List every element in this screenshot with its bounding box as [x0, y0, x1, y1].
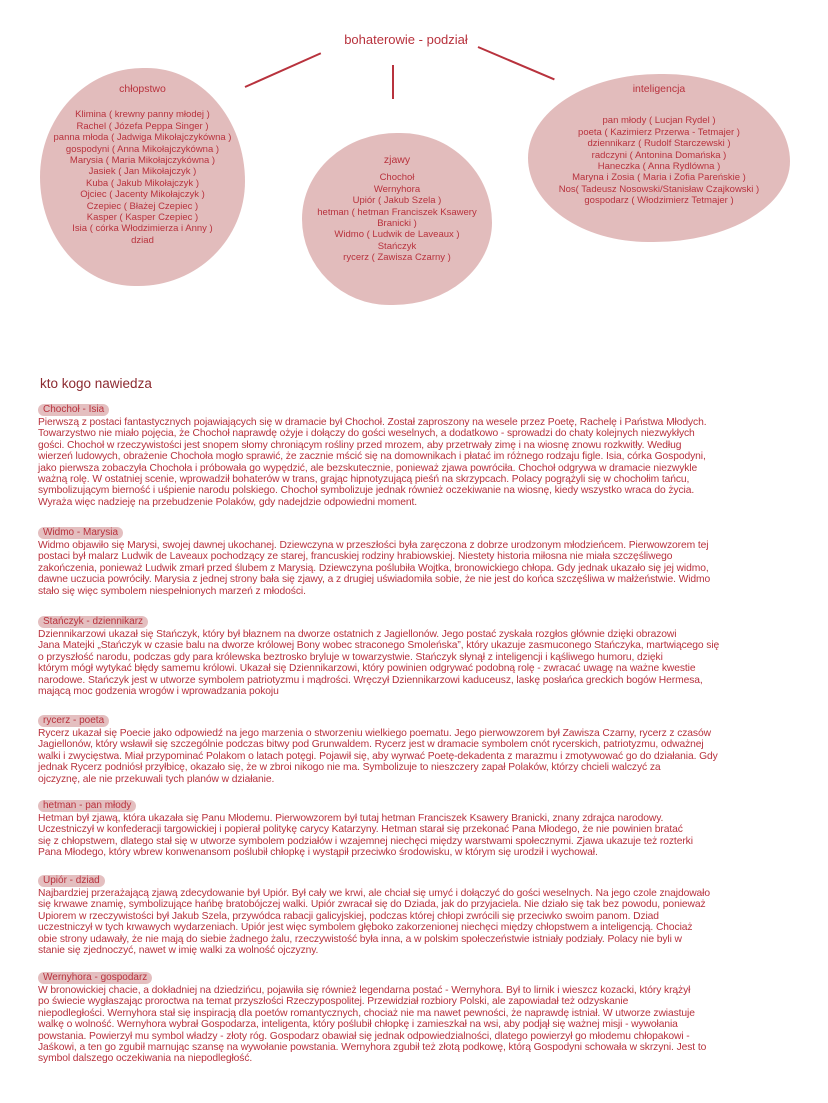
section-tag: Widmo - Marysia — [38, 527, 123, 539]
group-item: Jasiek ( Jan Mikołajczyk ) — [88, 166, 197, 178]
character-section — [38, 967, 813, 1065]
group-item: gospodyni ( Anna Mikołajczykówna ) — [65, 143, 220, 155]
paragraph-line: obie strony udawały, że nie mają do siebie żadnego żalu, rzeczywistość była inna, a w polskim społeczeństwie istniały podziały. Polacy nie byli w — [38, 933, 682, 945]
group-title: inteligencja — [632, 83, 686, 95]
diagram-title: bohaterowie - podział — [344, 32, 468, 47]
group-item: pan młody ( Lucjan Rydel ) — [602, 115, 716, 127]
group-item: hetman ( hetman Franciszek Ksawery — [317, 206, 477, 218]
group-item: Upiór ( Jakub Szela ) — [352, 195, 442, 207]
group-item: Maryna i Zosia ( Maria i Zofia Pareńskie ) — [572, 172, 746, 184]
section-tag: Upiór - dziad — [38, 875, 105, 887]
paragraph-line: się z chłopstwem, dlatego stał się w utworze symbolem podziałów i wzajemnej niechęci między warstwami społecznymi. Zjawa ukazuje też rozterki — [38, 835, 693, 847]
group-item: Ojciec ( Jacenty Mikołajczyk ) — [80, 189, 205, 201]
paragraph-line: walkę o wolność. Wernyhora wybrał Gospodarza, inteligenta, który poślubił chłopkę i zamieszkał na wsi, aby podjął się ważnej misji - wywołania — [38, 1019, 678, 1031]
paragraph-line: Wyraża więc nadzieję na przebudzenie Polaków, gdy nadejdzie odpowiedni moment. — [38, 496, 418, 508]
paragraph-line: wierzeń ludowych, obrażenie Chochoła mogło sprawić, że zacznie mścić się na domownikach i płatać im różnego rodzaju figle. Isia, córka Gospodyni, — [38, 451, 706, 463]
section-tag: rycerz - poeta — [38, 715, 109, 727]
paragraph-line: W bronowickiej chacie, a dokładniej na dziedzińcu, pojawiła się również legendarna postać - Wernyhora. Był to lirnik i wieszcz kozacki, który krążył — [38, 985, 691, 996]
group-item: Kasper ( Kasper Czepiec ) — [86, 212, 199, 224]
paragraph-line: powstania. Powierzył mu symbol władzy - złoty róg. Gospodarz obawiał się jednak odpowiedzialności, dlatego powierzył go młodemu chłopakowi - — [38, 1030, 690, 1042]
group-item: gospodarz ( Włodzimierz Tetmajer ) — [584, 195, 734, 207]
paragraph-line: zakończenia, ponieważ Ludwik zmarł przed ślubem z Marysią. Dziewczyna poślubiła Wojtka, bronowickiego chłopa. Gdy jednak ukazało się jej widmo, — [38, 562, 709, 574]
paragraph-line: jednak Rycerz podniósł przyłbicę, okazało się, że w zbroi nikogo nie ma. Symbolizuje to nieszczery zapał Polaków, którzy chcieli walczyć za — [38, 762, 661, 774]
group-title: chłopstwo — [119, 83, 166, 95]
paragraph-line: się krwawe znamię, symbolizujące hańbę bratobójczej walki. Upiór zwracał się do Dziada, jak do przyjaciela. Nie działo się tak bez powodu, ponieważ — [38, 899, 706, 911]
paragraph-line: Hetman był zjawą, która ukazała się Panu Młodemu. Pierwowzorem był tutaj hetman Franciszek Ksawery Branicki, znany zdrajca narodowy. — [38, 813, 664, 824]
section-tag: Wernyhora - gospodarz — [38, 972, 152, 984]
group-item: Chochoł — [379, 172, 415, 184]
group-zjawy — [302, 133, 492, 305]
paragraph-line: Towarzystwo nie miało pojęcia, że Chochoł naprawdę ożyje i dołączy do gości weselnych, a dodatkowo - sprowadzi do chaty kolejnych niezwykłych — [38, 428, 695, 440]
character-section — [38, 870, 813, 956]
connector-line-center — [392, 65, 394, 99]
connector-line-right — [478, 46, 555, 80]
character-section — [38, 795, 813, 859]
character-section — [38, 399, 813, 508]
group-item: panna młoda ( Jadwiga Mikołajczykówna ) — [53, 132, 232, 144]
section-tag: Stańczyk - dziennikarz — [38, 616, 148, 628]
paragraph-line: Dziennikarzowi ukazał się Stańczyk, który był błaznem na dworze ostatnich z Jagiellonów. Jego postać zyskała rozgłos głównie dzięki obrazowi — [38, 629, 677, 640]
paragraph-line: symbolizującym bierność i uśpienie narodu polskiego. Chochoł symbolizuje jednak również oczekiwanie na wiosnę, kiedy wszystko wraca do życia. — [38, 485, 695, 497]
paragraph-line: Pierwszą z postaci fantastycznych pojawiających się w dramacie był Chochoł. Został zaproszony na wesele przez Poetę, Rachelę i Państwa Młodych. — [38, 417, 707, 428]
paragraph-line: uczestniczył w tych krwawych wydarzeniach. Upiór jest więc symbolem głęboko zakorzenionej niechęci między chłopstwem a inteligencją. Chociaż — [38, 922, 693, 934]
group-item: Czepiec ( Błażej Czepiec ) — [86, 200, 199, 212]
paragraph-line: ważną rolę. W ostatniej scenie, wprowadził bohaterów w trans, grając hipnotyzującą pieśń na skrzypcach. Polacy pogrążyli się w chochołim tańcu, — [38, 474, 690, 486]
group-item: Wernyhora — [373, 183, 421, 195]
section-tag: hetman - pan młody — [38, 800, 136, 812]
group-chlopstwo — [40, 68, 245, 286]
character-section — [38, 611, 813, 697]
paragraph-line: Jana Matejki „Stańczyk w czasie balu na dworze królowej Bony wobec straconego Smoleńska”, który ukazuje zasmuconego Stańczyka, martwiącego się — [38, 640, 720, 652]
group-item: rycerz ( Zawisza Czarny ) — [343, 252, 451, 264]
group-title: zjawy — [383, 154, 411, 166]
paragraph-line: niepodległości. Wernyhora stał się inspiracją dla poetów romantycznych, chociaż nie ma nawet pewności, że naprawdę istniał. W utworze zwiastuje — [38, 1007, 695, 1019]
group-item: Widmo ( Ludwik de Laveaux ) — [334, 229, 460, 241]
paragraph-line: Jagiellonów, który wsławił się szczególnie podczas bitwy pod Grunwaldem. Rycerz jest w dramacie symbolem cnót rycerskich, patriotyzmu, odważnej — [38, 739, 704, 751]
paragraph-line: symbol dalszego oczekiwania na niepodległość. — [38, 1053, 253, 1065]
group-item: Marysia ( Maria Mikołajczykówna ) — [69, 155, 216, 167]
paragraph-line: Uczestniczył w konfederacji targowickiej i popierał politykę carycy Katarzyny. Hetman starał się przekonać Pana Młodego, że nie powinien bratać — [38, 824, 683, 836]
connector-line-left — [245, 52, 322, 88]
section-heading: kto kogo nawiedza — [40, 376, 152, 391]
character-section — [38, 522, 813, 597]
group-item: Stańczyk — [377, 240, 417, 252]
paragraph-line: Widmo objawiło się Marysi, swojej dawnej ukochanej. Dziewczyna w przeszłości była zaręczona z dobrze urodzonym młodzieńcem. Pierwowzorem tej — [38, 540, 709, 551]
group-item: Isia ( córka Włodzimierza i Anny ) — [72, 223, 213, 235]
group-item: dziad — [131, 234, 154, 246]
paragraph-line: po świecie wygłaszając proroctwa na temat przyszłości Rzeczypospolitej. Przewidział rozbiory Polski, ale zapowiadał też odzyskanie — [38, 996, 629, 1008]
group-item: radczyni ( Antonina Domańska ) — [591, 149, 727, 161]
paragraph-line: Jaśkowi, a ten go zgubił marnując szansę na wywołanie powstania. Wernyhora zgubił też złotą podkowę, którą Gospodyni schowała w skrzyni. Jest to — [38, 1042, 707, 1054]
group-inteligencja — [528, 74, 790, 242]
paragraph-line: ojczyznę, ale nie przekuwali tych planów w działanie. — [38, 773, 275, 785]
group-item: Nos( Tadeusz Nosowski/Stanisław Czajkowski ) — [558, 183, 760, 195]
paragraph-line: Pana Młodego, który wbrew konwenansom poślubił chłopkę i wystąpił przeciwko środowisku, w którym się urodził i wychował. — [38, 847, 598, 859]
paragraph-line: Najbardziej przerażającą zjawą zdecydowanie był Upiór. Był cały we krwi, ale chciał się umyć i dołączyć do gości weselnych. Na jego czole znajdowało — [38, 888, 710, 899]
paragraph-line: postaci był malarz Ludwik de Laveaux pochodzący ze starej, francuskiej rodziny hrabiowskiej. Niestety historia miłosna nie miała szczęśliwego — [38, 551, 673, 563]
group-item: Haneczka ( Anna Rydlówna ) — [597, 161, 721, 173]
section-tag: Chochoł - Isia — [38, 404, 109, 416]
group-item: Klimina ( krewny panny młodej ) — [75, 109, 210, 121]
paragraph-line: narodowe. Stańczyk jest w utworze symbolem patriotyzmu i mądrości. Wręczył Dziennikarzowi kaduceusz, laskę posłańca greckich bogów Hermesa, — [38, 674, 703, 686]
paragraph-line: o przyszłość narodu, podczas gdy para królewska beztrosko bryluje w towarzystwie. Stańczyk słynął z inteligencji i kąśliwego humoru, dzięki — [38, 651, 663, 663]
paragraph-line: stało się więc symbolem niespełnionych marzeń z młodości. — [38, 585, 306, 597]
character-section — [38, 710, 813, 785]
group-item: dziennikarz ( Rudolf Starczewski ) — [587, 138, 731, 150]
paragraph-line: jako pierwsza zobaczyła Chochoła i próbowała go wypędzić, ale bezskutecznie, ponieważ zjawa powróciła. Chochoł odgrywa w dramacie niezwykle — [38, 462, 698, 474]
paragraph-line: gości. Chochoł w rzeczywistości jest snopem słomy chroniącym rośliny przed mrozem, aby przetrwały zimę i na wiosnę znowu rozkwitły. Według — [38, 439, 682, 451]
group-item: Kuba ( Jakub Mikołajczyk ) — [86, 177, 199, 189]
paragraph-line: Rycerz ukazał się Poecie jako odpowiedź na jego marzenia o stworzeniu wielkiego poematu. Jego pierwowzorem był Zawisza Czarny, rycerz z czasów — [38, 728, 711, 739]
paragraph-line: dawne uczucia powróciły. Marysia z jednej strony bała się zjawy, a z drugiej uświadomiła sobie, że nie jest do końca szczęśliwa w małżeństwie. Widmo — [38, 574, 711, 586]
paragraph-line: walki i zwycięstwa. Miał przypominać Polakom o latach potęgi. Pojawił się, aby wyrwać Poetę-dekadenta z marazmu i zmotywować go do działania. Gdy — [38, 750, 718, 762]
group-item: Rachel ( Józefa Peppa Singer ) — [76, 120, 209, 132]
paragraph-line: mającą moc godzenia wrogów i wprowadzania pokoju — [38, 686, 279, 698]
paragraph-line: stanie się zjednoczyć, nawet w imię walki za wolność ojczyzny. — [38, 945, 319, 957]
paragraph-line: którym mógł wytykać błędy samemu królowi. Ukazał się Dziennikarzowi, który powinien odgrywać podobną rolę - zwracać uwagę na ważne kwestie — [38, 663, 696, 675]
group-item: poeta ( Kazimierz Przerwa - Tetmajer ) — [578, 126, 740, 138]
paragraph-line: Upiorem w rzeczywistości był Jakub Szela, przywódca rabacji galicyjskiej, podczas której chłopi zwrócili się przeciwko swoim panom. Dziad — [38, 910, 659, 922]
group-item: Branicki ) — [377, 218, 417, 230]
